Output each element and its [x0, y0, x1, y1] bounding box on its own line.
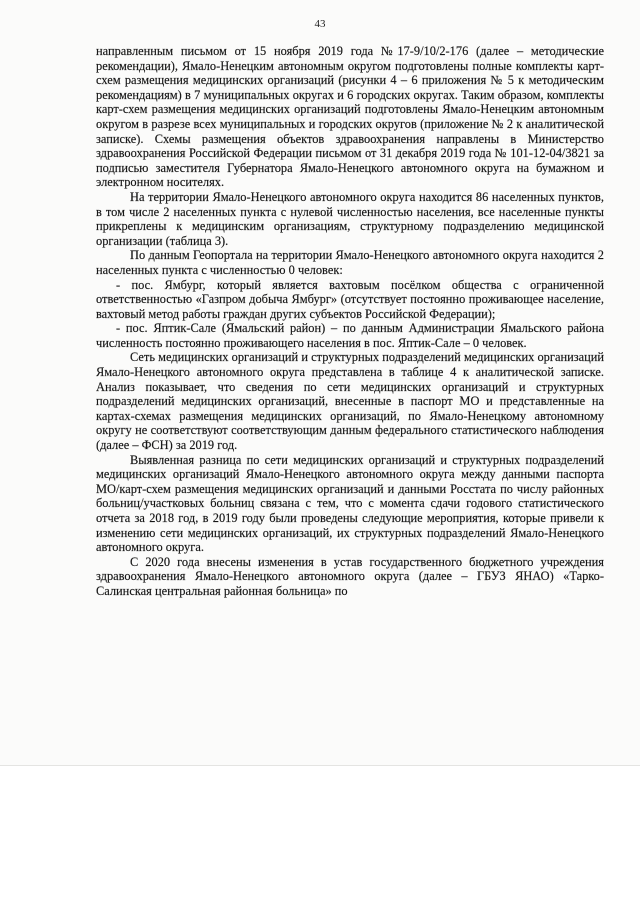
paragraph: направленным письмом от 15 ноября 2019 года №17-9/10/2-176 (далее – методические рекомендации), Ямало-Ненецким автономным округом подготовлены полные комплекты карт-схем размещения медицинских организаций (рисунки 4 – 6 приложения № 5 к методическим рекомендациям) в 7 муниципальных округах и 6 городских округах. Таким образом, комплекты карт-схем размещения медицинских организаций подготовлены Ямало-Ненецким автономным округом в разрезе всех муниципальных и городских округов (приложение № 2 к аналитической записке). Схемы размещения объектов здравоохранения направлены в Министерство здравоохранения Российской Федерации письмом от 31 декабря 2019 года № 101-12-04/3821 за подписью заместителя Губернатора Ямало-Ненецкого автономного округа на бумажном и электронном носителях. [96, 44, 604, 190]
paragraph: Сеть медицинских организаций и структурных подразделений медицинских организаций Ямало-Ненецкого автономного округа представлена в таблице 4 к аналитической записке. Анализ показывает, что сведения по сети медицинских организаций и структурных подразделений медицинских организаций, внесенные в паспорт МО и представленные на картах-схемах размещения медицинских организаций, по Ямало-Ненецкому автономному округу не соответствуют соответствующим данным федерального статистического наблюдения (далее – ФСН) за 2019 год. [96, 350, 604, 453]
list-item: - пос. Ямбург, который является вахтовым посёлком общества с ограниченной ответственностью «Газпром добыча Ямбург» (отсутствует постоянно проживающее население, вахтовый метод работы граждан других субъектов Российской Федерации); [96, 277, 604, 321]
paragraph: Выявленная разница по сети медицинских организаций и структурных подразделений медицинских организаций Ямало-Ненецкого автономного округа между данными паспорта МО/карт-схем размещения медицинских организаций и данными Росстата по числу районных больниц/участковых больниц связана с тем, что с момента сдачи годового статистического отчета за 2018 год, в 2019 году были проведены следующие мероприятия, которые привели к изменению сети медицинских организаций, их структурных подразделений Ямало-Ненецкого автономного округа. [96, 452, 604, 555]
blank-area [0, 766, 640, 905]
paragraph: По данным Геопортала на территории Ямало-Ненецкого автономного округа находится 2 населенных пункта с численностью 0 человек: [96, 248, 604, 277]
list-item: - пос. Яптик-Сале (Ямальский район) – по данным Администрации Ямальского района численность постоянно проживающего населения в пос. Яптик-Сале – 0 человек. [96, 321, 604, 350]
page-number: 43 [314, 18, 326, 30]
document-body [96, 44, 604, 599]
paragraph: На территории Ямало-Ненецкого автономного округа находится 86 населенных пунктов, в том числе 2 населенных пункта с нулевой численностью населения, все населенные пункты прикреплены к медицинским организациям, структурному подразделению медицинской организации (таблица 3). [96, 189, 604, 248]
paragraph: С 2020 года внесены изменения в устав государственного бюджетного учреждения здравоохранения Ямало-Ненецкого автономного округа (далее – ГБУЗ ЯНАО) «Тарко-Салинская центральная районная больница» по [96, 554, 604, 598]
